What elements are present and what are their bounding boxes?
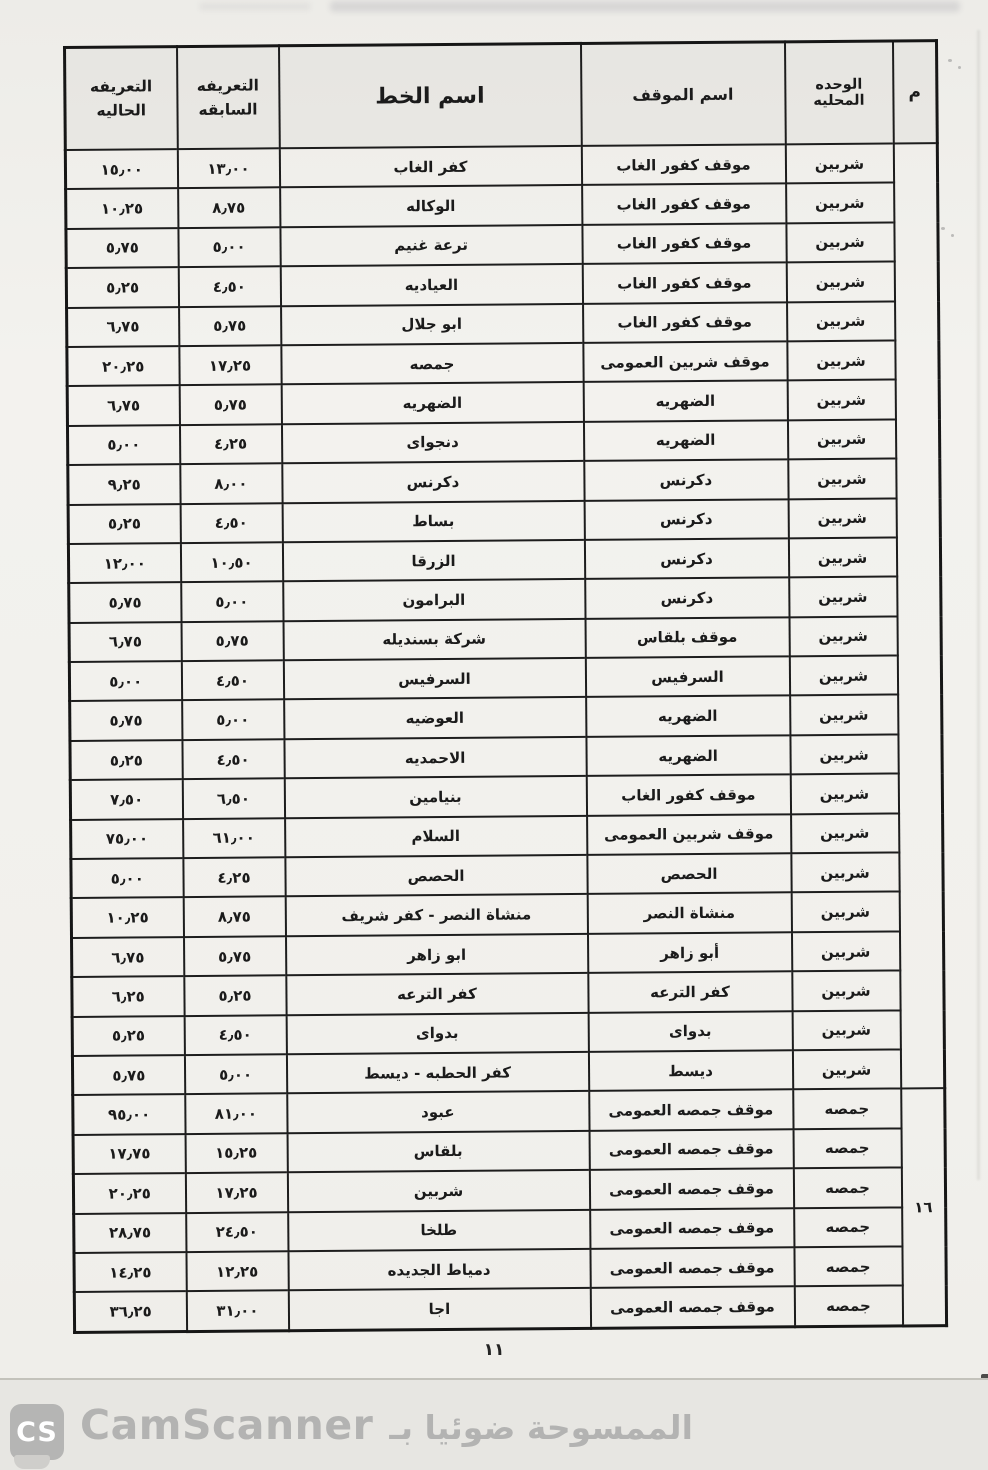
- current-tariff-cell: ٥٫٢٥: [72, 1016, 184, 1056]
- line-name-cell: كفر الحطبه - ديسط: [286, 1052, 588, 1094]
- current-tariff-cell: ١٢٫٠٠: [68, 543, 180, 583]
- line-name-cell: دنجواى: [281, 422, 583, 464]
- stop-name-cell: موقف كفور الغاب: [581, 144, 785, 185]
- local-unit-cell: شربين: [790, 734, 898, 774]
- local-unit-cell: جمصه: [793, 1168, 901, 1208]
- local-unit-cell: شربين: [788, 537, 896, 577]
- stop-name-cell: دكرنس: [584, 459, 788, 500]
- current-tariff-cell: ٥٫٧٥: [69, 582, 181, 622]
- current-tariff-cell: ١٤٫٢٥: [74, 1252, 186, 1292]
- line-name-cell: الضهريه: [281, 382, 583, 424]
- previous-tariff-cell: ١٧٫٢٥: [179, 345, 281, 385]
- table-row: [67, 379, 939, 425]
- local-unit-cell: شربين: [792, 971, 900, 1011]
- current-tariff-cell: ٩٫٢٥: [68, 464, 180, 504]
- local-unit-cell: شربين: [791, 852, 899, 892]
- local-unit-cell: شربين: [791, 892, 899, 932]
- current-tariff-cell: ٣٦٫٢٥: [74, 1291, 186, 1332]
- current-tariff-cell: ٦٫٢٥: [72, 976, 184, 1016]
- current-tariff-cell: ٦٫٧٥: [67, 307, 179, 347]
- previous-tariff-cell: ٥٫٧٥: [179, 385, 281, 425]
- table-row: [69, 616, 941, 662]
- line-name-cell: ابو زاهر: [285, 934, 587, 976]
- local-unit-cell: شربين: [788, 459, 896, 499]
- local-unit-cell: شربين: [790, 695, 898, 735]
- stop-name-cell: موقف كفور الغاب: [582, 223, 786, 264]
- table-row: [72, 931, 944, 977]
- previous-tariff-cell: ٥٫٧٥: [184, 936, 286, 976]
- previous-tariff-cell: ١٧٫٢٥: [185, 1172, 287, 1212]
- line-name-cell: شربين: [287, 1170, 589, 1212]
- current-tariff-cell: ٦٫٧٥: [69, 622, 181, 662]
- current-tariff-cell: ١٧٫٧٥: [73, 1134, 185, 1174]
- table-row: [74, 1285, 946, 1332]
- table-row: [73, 1128, 945, 1174]
- table-row: [66, 222, 938, 268]
- line-name-cell: الاحمديه: [284, 737, 586, 779]
- line-name-cell: كفر الغاب: [279, 146, 581, 188]
- camscanner-brand-text: CamScanner: [80, 1401, 374, 1449]
- previous-tariff-cell: ٥٫٧٥: [181, 621, 283, 661]
- current-tariff-cell: ١٠٫٢٥: [66, 188, 178, 228]
- previous-tariff-cell: ٥٫٧٥: [179, 306, 281, 346]
- local-unit-cell: شربين: [785, 143, 893, 183]
- stop-name-cell: موقف كفور الغاب: [583, 302, 787, 343]
- stop-name-cell: موقف جمصه العمومى: [590, 1208, 794, 1249]
- stop-name-cell: دكرنس: [585, 578, 789, 619]
- table-row: [66, 183, 938, 229]
- current-tariff-cell: ٧٫٥٠: [70, 779, 182, 819]
- table-row: [70, 773, 942, 819]
- stop-name-cell: موقف بلقاس: [585, 617, 789, 658]
- table-row: [67, 419, 939, 465]
- table-row: [68, 458, 940, 504]
- fare-table: [63, 39, 948, 1334]
- previous-tariff-cell: ٨٫٧٥: [178, 188, 280, 228]
- line-name-cell: الحصص: [285, 855, 587, 897]
- stop-name-cell: موقف جمصه العمومى: [589, 1129, 793, 1170]
- stop-name-cell: بدواى: [588, 1011, 792, 1052]
- local-unit-cell: شربين: [786, 222, 894, 262]
- stop-name-cell: الضهريه: [586, 735, 790, 776]
- table-row: [74, 1207, 946, 1253]
- scan-speck: [951, 234, 954, 237]
- table-row: [68, 498, 940, 544]
- current-tariff-cell: ٥٫٧٥: [66, 228, 178, 268]
- scan-speck: [958, 66, 961, 69]
- camscanner-footer: [0, 1378, 988, 1470]
- previous-tariff-cell: ٥٫٠٠: [182, 700, 284, 740]
- line-name-cell: عبود: [287, 1091, 589, 1133]
- current-tariff-cell: ٧٥٫٠٠: [71, 819, 183, 859]
- line-name-cell: ابو جلال: [281, 303, 583, 345]
- scan-speck: [941, 227, 945, 230]
- line-name-cell: السلام: [285, 816, 587, 858]
- local-unit-cell: شربين: [787, 301, 895, 341]
- stop-name-cell: الضهريه: [583, 381, 787, 422]
- page-number: ١١: [483, 1340, 505, 1360]
- header-serial: م: [892, 41, 937, 144]
- stop-name-cell: دكرنس: [584, 538, 788, 579]
- scan-speck: [948, 59, 952, 62]
- previous-tariff-cell: ٣١٫٠٠: [186, 1291, 288, 1332]
- header-previous-tariff: التعريفه السابقه: [177, 46, 280, 149]
- current-tariff-cell: ٥٫٢٥: [70, 740, 182, 780]
- stop-name-cell: منشاة النصر: [587, 893, 791, 934]
- previous-tariff-cell: ٦٫٥٠: [182, 779, 284, 819]
- line-name-cell: بساط: [282, 500, 584, 542]
- stop-name-cell: موقف شربين العمومى: [587, 814, 791, 855]
- scanned-with-watermark: الممسوحة ضوئيا بـ: [389, 1407, 693, 1447]
- previous-tariff-cell: ٤٫٥٠: [181, 660, 283, 700]
- line-name-cell: بنيامين: [284, 776, 586, 818]
- local-unit-cell: شربين: [790, 774, 898, 814]
- serial-cell: [893, 143, 944, 1089]
- current-tariff-cell: ٢٠٫٢٥: [73, 1173, 185, 1213]
- current-tariff-cell: ٥٫٢٥: [68, 504, 180, 544]
- line-name-cell: السرفيس: [283, 658, 585, 700]
- previous-tariff-cell: ٨٫٠٠: [180, 463, 282, 503]
- table-row: [67, 340, 939, 386]
- table-row: [65, 143, 937, 189]
- line-name-cell: الوكاله: [280, 185, 582, 227]
- line-name-cell: البرامون: [283, 579, 585, 621]
- serial-cell: ١٦: [901, 1088, 947, 1325]
- local-unit-cell: شربين: [789, 616, 897, 656]
- local-unit-cell: شربين: [786, 262, 894, 302]
- table-row: [71, 892, 943, 938]
- table-row: [71, 813, 943, 859]
- fare-table-container: [63, 39, 948, 1334]
- stop-name-cell: الحصص: [587, 853, 791, 894]
- stop-name-cell: موقف جمصه العمومى: [589, 1168, 793, 1209]
- current-tariff-cell: ٥٫٠٠: [69, 661, 181, 701]
- header-line-name: اسم الخط: [279, 43, 582, 148]
- previous-tariff-cell: ٤٫٥٠: [180, 503, 282, 543]
- local-unit-cell: شربين: [786, 183, 894, 223]
- previous-tariff-cell: ٥٫٢٥: [184, 975, 286, 1015]
- table-row: [72, 1049, 944, 1095]
- local-unit-cell: شربين: [792, 1010, 900, 1050]
- table-row: [72, 1010, 944, 1056]
- line-name-cell: الزرقا: [282, 540, 584, 582]
- local-unit-cell: جمصه: [794, 1207, 902, 1247]
- table-row: [71, 852, 943, 898]
- stop-name-cell: موقف جمصه العمومى: [589, 1090, 793, 1131]
- previous-tariff-cell: ٨١٫٠٠: [185, 1094, 287, 1134]
- line-name-cell: منشاة النصر - كفر شريف: [285, 894, 587, 936]
- stop-name-cell: السرفيس: [585, 656, 789, 697]
- previous-tariff-cell: ١٠٫٥٠: [180, 542, 282, 582]
- current-tariff-cell: ٥٫٠٠: [67, 425, 179, 465]
- current-tariff-cell: ٥٫٢٥: [66, 267, 178, 307]
- stop-name-cell: موقف جمصه العمومى: [590, 1247, 794, 1288]
- previous-tariff-cell: ١٣٫٠٠: [177, 148, 279, 188]
- table-row: [73, 1088, 945, 1134]
- stop-name-cell: موقف كفور الغاب: [582, 184, 786, 225]
- previous-tariff-cell: ٤٫٥٠: [182, 739, 284, 779]
- previous-tariff-cell: ٤٫٢٥: [179, 424, 281, 464]
- stop-name-cell: الضهريه: [583, 420, 787, 461]
- table-row: [74, 1246, 946, 1292]
- stop-name-cell: كفر الترعه: [588, 972, 792, 1013]
- local-unit-cell: جمصه: [793, 1089, 901, 1129]
- header-local-unit: الوحده المحليه: [784, 41, 893, 144]
- line-name-cell: دمياط الجديده: [288, 1249, 590, 1291]
- table-row: [70, 734, 942, 780]
- previous-tariff-cell: ١٢٫٢٥: [186, 1251, 288, 1291]
- table-row: [69, 576, 941, 622]
- stop-name-cell: أبو زاهر: [587, 932, 791, 973]
- stop-name-cell: موقف كفور الغاب: [586, 775, 790, 816]
- local-unit-cell: جمصه: [794, 1246, 902, 1286]
- previous-tariff-cell: ٦١٫٠٠: [183, 818, 285, 858]
- line-name-cell: شركة بسنديله: [283, 619, 585, 661]
- local-unit-cell: شربين: [787, 419, 895, 459]
- previous-tariff-cell: ١٥٫٢٥: [185, 1133, 287, 1173]
- current-tariff-cell: ٦٫٧٥: [67, 385, 179, 425]
- line-name-cell: العوضيه: [284, 697, 586, 739]
- table-row: [67, 301, 939, 347]
- local-unit-cell: شربين: [787, 340, 895, 380]
- current-tariff-cell: ٦٫٧٥: [72, 937, 184, 977]
- header-stop-name: اسم الموقف: [580, 42, 785, 146]
- table-row: [72, 970, 944, 1016]
- local-unit-cell: شربين: [789, 577, 897, 617]
- current-tariff-cell: ١٥٫٠٠: [65, 149, 177, 189]
- table-header-row: [65, 41, 938, 150]
- stop-name-cell: الضهريه: [586, 696, 790, 737]
- table-row: [66, 261, 938, 307]
- current-tariff-cell: ٩٥٫٠٠: [73, 1094, 185, 1134]
- table-row: [70, 695, 942, 741]
- stop-name-cell: موقف كفور الغاب: [582, 262, 786, 303]
- current-tariff-cell: ٢٨٫٧٥: [74, 1213, 186, 1253]
- line-name-cell: طلخا: [288, 1209, 590, 1251]
- table-row: [73, 1167, 945, 1213]
- previous-tariff-cell: ٤٫٢٥: [183, 857, 285, 897]
- local-unit-cell: جمصه: [794, 1286, 902, 1327]
- local-unit-cell: شربين: [791, 813, 899, 853]
- previous-tariff-cell: ٥٫٠٠: [184, 1054, 286, 1094]
- previous-tariff-cell: ٤٫٥٠: [184, 1015, 286, 1055]
- line-name-cell: دكرنس: [282, 461, 584, 503]
- stop-name-cell: دكرنس: [584, 499, 788, 540]
- previous-tariff-cell: ٥٫٠٠: [178, 227, 280, 267]
- stop-name-cell: موقف شربين العمومى: [583, 341, 787, 382]
- page-edge-shadow: [977, 30, 980, 1180]
- local-unit-cell: شربين: [791, 931, 899, 971]
- scan-artifact-top-text: [200, 3, 310, 10]
- camscanner-logo-icon: CS: [10, 1404, 64, 1460]
- fare-table-body: [65, 143, 946, 1332]
- local-unit-cell: شربين: [792, 1049, 900, 1089]
- scan-artifact-top-text: [330, 1, 960, 12]
- local-unit-cell: جمصه: [793, 1128, 901, 1168]
- local-unit-cell: شربين: [787, 380, 895, 420]
- line-name-cell: جمصه: [281, 343, 583, 385]
- line-name-cell: ترعة غنيم: [280, 225, 582, 267]
- previous-tariff-cell: ٥٫٠٠: [181, 582, 283, 622]
- previous-tariff-cell: ٨٫٧٥: [183, 897, 285, 937]
- local-unit-cell: شربين: [789, 656, 897, 696]
- stop-name-cell: موقف جمصه العمومى: [590, 1287, 794, 1328]
- line-name-cell: كفر الترعه: [286, 973, 588, 1015]
- stop-name-cell: ديسط: [588, 1050, 792, 1091]
- current-tariff-cell: ١٠٫٢٥: [71, 898, 183, 938]
- table-row: [69, 655, 941, 701]
- current-tariff-cell: ٢٠٫٢٥: [67, 346, 179, 386]
- current-tariff-cell: ٥٫٠٠: [71, 858, 183, 898]
- previous-tariff-cell: ٤٫٥٠: [178, 266, 280, 306]
- current-tariff-cell: ٥٫٧٥: [72, 1055, 184, 1095]
- current-tariff-cell: ٥٫٧٥: [70, 701, 182, 741]
- line-name-cell: اجا: [288, 1288, 590, 1330]
- header-current-tariff: التعريفه الحاليه: [65, 47, 178, 150]
- line-name-cell: بلقاس: [287, 1131, 589, 1173]
- local-unit-cell: شربين: [788, 498, 896, 538]
- table-row: [68, 537, 940, 583]
- line-name-cell: العياديه: [280, 264, 582, 306]
- line-name-cell: بدواى: [286, 1012, 588, 1054]
- previous-tariff-cell: ٢٤٫٥٠: [186, 1212, 288, 1252]
